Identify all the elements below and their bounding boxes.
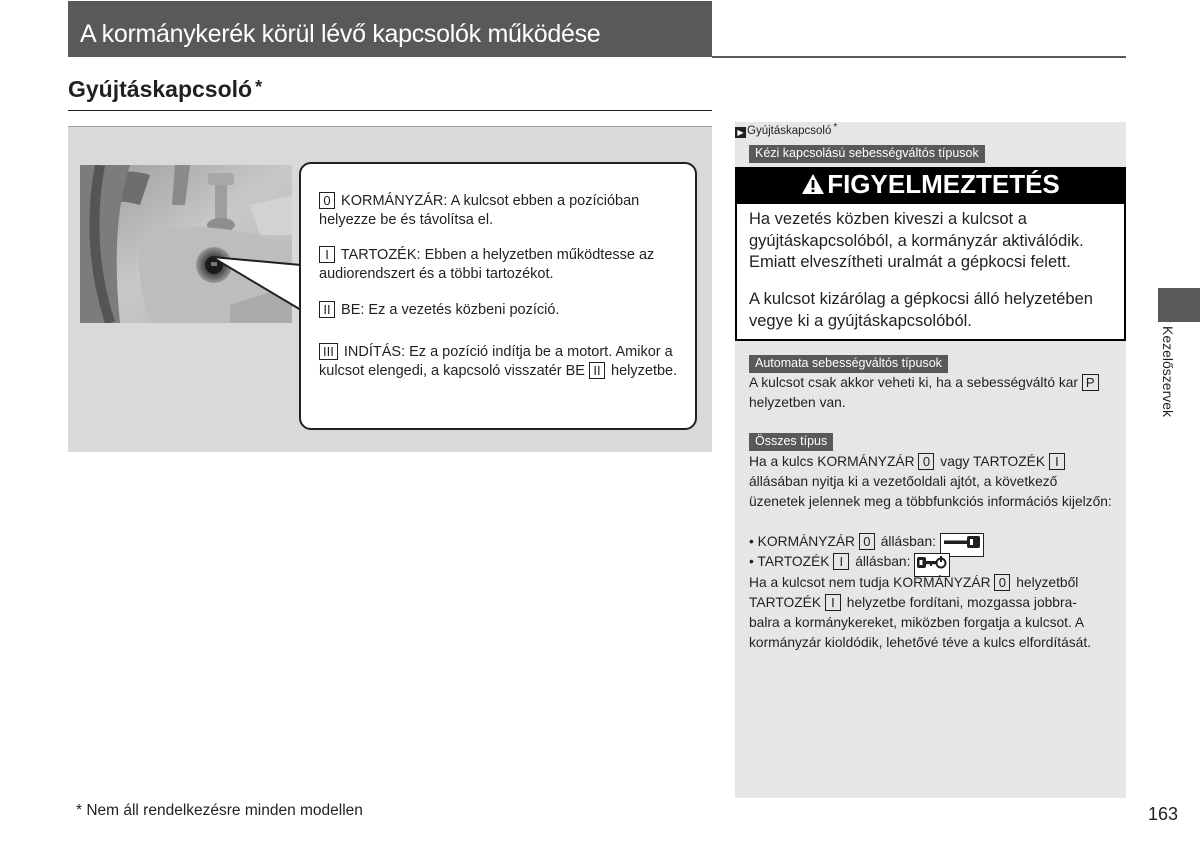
position-key: III: [319, 343, 338, 360]
warning-header: [735, 167, 1126, 202]
reference-arrow-icon: ▶: [735, 127, 746, 138]
warning-paragraph-2: A kulcsot kizárólag a gépkocsi álló helyzetében vegye ki a gyújtáskapcsolóból.: [749, 290, 1093, 330]
section-title: [68, 76, 262, 103]
position-text: helyzetbe.: [611, 363, 678, 379]
position-key: I: [1049, 453, 1065, 470]
sidebar-reference: [735, 122, 837, 138]
footnote: * Nem áll rendelkezésre minden modellen: [76, 802, 363, 819]
final-text-part: helyzetből: [1016, 575, 1079, 590]
position-key: II: [319, 301, 335, 318]
section-title-text: Gyújtáskapcsoló: [68, 76, 253, 102]
reference-asterisk: *: [833, 122, 838, 133]
section-asterisk: *: [255, 77, 263, 97]
position-text: INDÍTÁS: Ez a pozíció indítja be a motort. Amikor a kulcsot elengedi, a kapcsoló visszatér BE: [319, 344, 673, 379]
all-types-text-part: Ha a kulcs KORMÁNYZÁR: [749, 454, 915, 469]
position-key: I: [833, 553, 849, 570]
chapter-tab-label: [1158, 326, 1180, 436]
page-number: 163: [1148, 804, 1179, 824]
automatic-text: [749, 373, 1117, 413]
bullet-text: állásban:: [880, 534, 936, 549]
automatic-text-part: helyzetben van.: [749, 395, 846, 410]
section-rule: [68, 110, 712, 111]
final-text-part: helyzetbe fordítani, mozgassa jobbra-: [846, 595, 1077, 610]
position-key: I: [319, 246, 335, 263]
position-3-desc: [319, 343, 689, 381]
automatic-transmission-tag: Automata sebességváltós típusok: [749, 355, 948, 373]
bullet-text: TARTOZÉK: [757, 554, 830, 569]
bullet-lock: • KORMÁNYZÁR 0 állásban:: [749, 532, 984, 557]
all-types-text-part: állásában nyitja ki a vezetőoldali ajtót, a következő üzenetek jelennek meg a többfunkciós információs kijelzőn:: [749, 474, 1112, 509]
position-text: BE: Ez a vezetés közbeni pozíció.: [341, 302, 560, 318]
final-text-part: TARTOZÉK: [749, 595, 822, 610]
position-key: I: [825, 594, 841, 611]
chapter-tab-text: Kezelőszervek: [1160, 326, 1176, 418]
warning-triangle-icon: [801, 173, 825, 195]
position-1-desc: [319, 246, 689, 284]
final-text: [749, 573, 1117, 653]
position-key: II: [589, 362, 605, 379]
position-text: TARTOZÉK: Ebben a helyzetben működtesse az audiorendszert és a többi tartozékot.: [319, 247, 655, 282]
final-text-part: Ha a kulcsot nem tudja KORMÁNYZÁR: [749, 575, 991, 590]
automatic-text-part: A kulcsot csak akkor veheti ki, ha a sebességváltó kar: [749, 375, 1078, 390]
warning-box: [735, 202, 1126, 341]
chapter-tab: [1158, 288, 1200, 322]
all-types-text: [749, 452, 1117, 512]
final-text-part: balra a kormánykereket, miközben forgatja a kulcsot. A kormányzár kioldódik, lehetővé téve a kulcs elfordítását.: [749, 615, 1092, 650]
position-key: 0: [994, 574, 1010, 591]
callout-pointer: [210, 255, 305, 325]
gear-key: P: [1082, 374, 1099, 391]
header-rule: [712, 56, 1126, 58]
reference-title: Gyújtáskapcsoló: [747, 125, 832, 137]
position-text: KORMÁNYZÁR: A kulcsot ebben a pozícióban helyezze be és távolítsa el.: [319, 193, 640, 228]
warning-paragraph-1: Ha vezetés közben kiveszi a kulcsot a gyújtáskapcsolóból, a kormányzár aktiválódik. Emiatt elveszítheti uralmát a gépkocsi felett.: [749, 210, 1084, 271]
position-key: 0: [859, 533, 875, 550]
bullet-text: KORMÁNYZÁR: [757, 534, 856, 549]
position-callout: [299, 162, 697, 430]
all-types-tag: Összes típus: [749, 433, 833, 451]
manual-transmission-tag: Kézi kapcsolású sebességváltós típusok: [749, 145, 985, 163]
position-0-desc: [319, 192, 689, 230]
position-2-desc: [319, 301, 689, 320]
position-key: 0: [918, 453, 934, 470]
bullet-accessory: • TARTOZÉK I állásban:: [749, 552, 950, 577]
position-key: 0: [319, 192, 335, 209]
all-types-text-part: vagy TARTOZÉK: [940, 454, 1046, 469]
page-title: A kormánykerék körül lévő kapcsolók működése: [80, 20, 601, 48]
bullet-text: állásban:: [855, 554, 911, 569]
warning-title: FIGYELMEZTETÉS: [827, 169, 1060, 199]
